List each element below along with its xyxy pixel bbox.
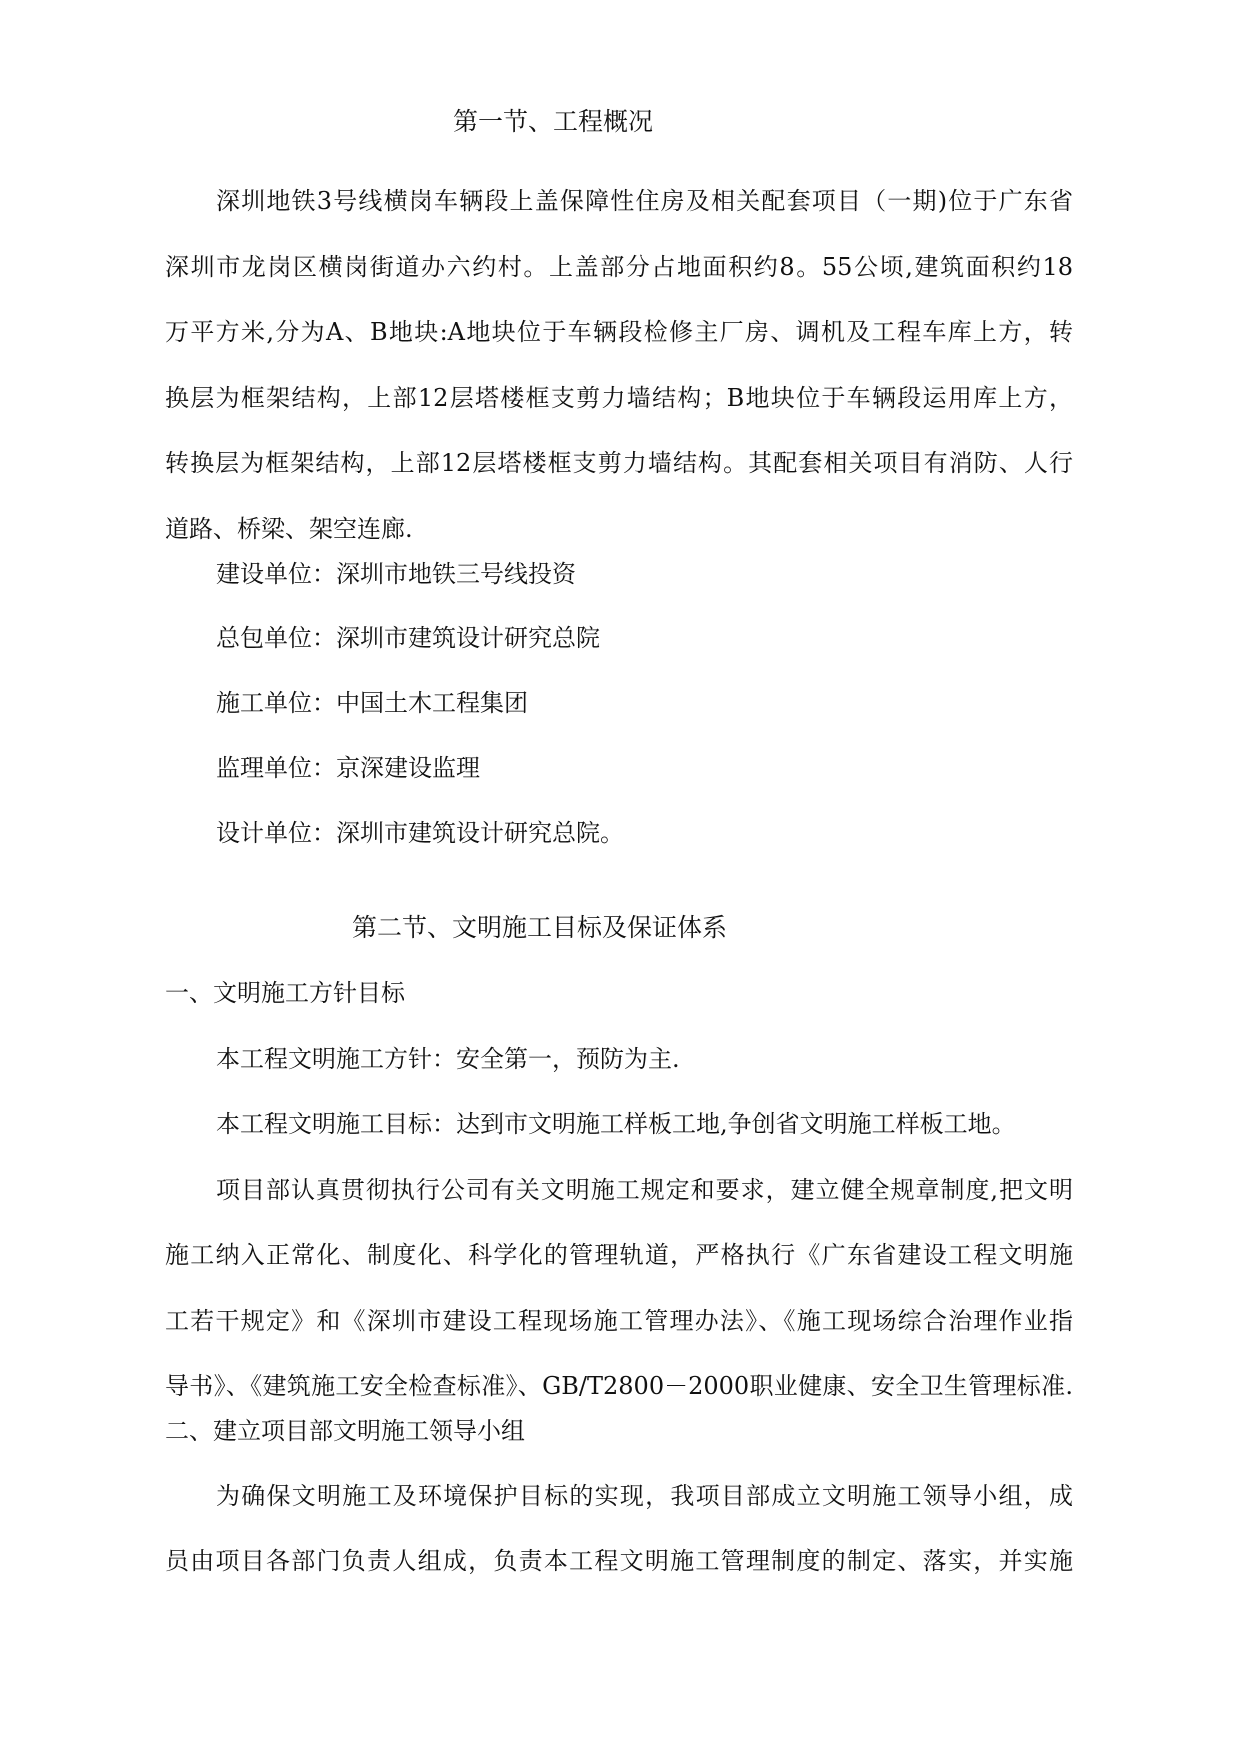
intro-line-2: 深圳市龙岗区横岗街道办六约村。上盖部分占地面积约8。55公顷,建筑面积约18 xyxy=(165,253,1073,281)
intro-line-6: 道路、桥梁、架空连廊. xyxy=(165,515,413,543)
para-1-line-2: 施工纳入正常化、制度化、科学化的管理轨道，严格执行《广东省建设工程文明施 xyxy=(165,1241,1073,1269)
para-1-line-3: 工若干规定》和《深圳市建设工程现场施工管理办法》、《施工现场综合治理作业指 xyxy=(165,1307,1073,1335)
para-1-line-1: 项目部认真贯彻执行公司有关文明施工规定和要求，建立健全规章制度,把文明 xyxy=(216,1176,1073,1204)
policy-line: 本工程文明施工方针：安全第一，预防为主. xyxy=(216,1045,680,1073)
unit-designer: 设计单位：深圳市建筑设计研究总院。 xyxy=(216,819,624,847)
intro-line-5: 转换层为框架结构，上部12层塔楼框支剪力墙结构。其配套相关项目有消防、人行 xyxy=(165,449,1073,477)
unit-builder: 施工单位：中国土木工程集团 xyxy=(216,689,528,717)
unit-supervisor: 监理单位：京深建设监理 xyxy=(216,754,480,782)
intro-line-4: 换层为框架结构，上部12层塔楼框支剪力墙结构；B地块位于车辆段运用库上方， xyxy=(165,384,1073,412)
para-2-line-1: 为确保文明施工及环境保护目标的实现，我项目部成立文明施工领导小组，成 xyxy=(216,1482,1073,1510)
subsection-2-heading: 二、建立项目部文明施工领导小组 xyxy=(165,1417,525,1445)
para-1-line-4: 导书》、《建筑施工安全检查标准》、GB/T2800－2000职业健康、安全卫生管理标准. xyxy=(165,1372,1073,1400)
intro-line-1: 深圳地铁3号线横岗车辆段上盖保障性住房及相关配套项目（一期)位于广东省 xyxy=(216,187,1073,215)
section-2-title: 第二节、文明施工目标及保证体系 xyxy=(352,913,728,942)
unit-general-contractor: 总包单位：深圳市建筑设计研究总院 xyxy=(216,624,600,652)
intro-line-3: 万平方米,分为A、B地块:A地块位于车辆段检修主厂房、调机及工程车库上方，转 xyxy=(165,318,1073,346)
goal-line: 本工程文明施工目标：达到市文明施工样板工地,争创省文明施工样板工地。 xyxy=(216,1110,1016,1138)
subsection-1-heading: 一、文明施工方针目标 xyxy=(165,979,405,1007)
unit-construction: 建设单位：深圳市地铁三号线投资 xyxy=(216,560,576,588)
section-1-title: 第一节、工程概况 xyxy=(453,107,654,136)
para-2-line-2: 员由项目各部门负责人组成，负责本工程文明施工管理制度的制定、落实，并实施 xyxy=(165,1547,1073,1575)
